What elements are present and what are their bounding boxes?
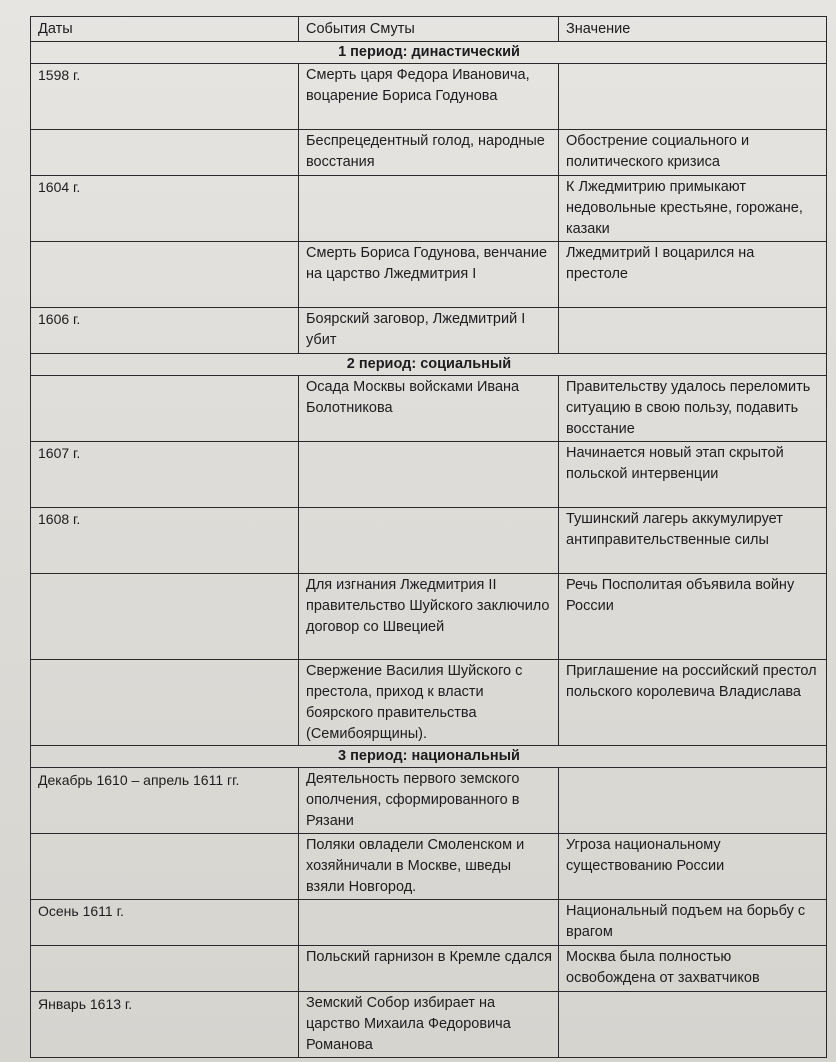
event-cell	[299, 176, 559, 242]
meaning-cell	[559, 768, 827, 834]
table-row	[31, 768, 827, 834]
time-of-troubles-table	[30, 16, 827, 1058]
meaning-cell: Правительству удалось переломить ситуацию в свою пользу, подавить восстание	[559, 376, 827, 442]
event-cell: Беспрецедентный голод, народные восстания	[299, 130, 559, 176]
event-cell: Смерть Бориса Годунова, венчание на царство Лжедмитрия I	[299, 242, 559, 308]
meaning-cell: Угроза национальному существованию России	[559, 834, 827, 900]
meaning-cell: Лжедмитрий I воцарился на престоле	[559, 242, 827, 308]
header-dates: Даты	[31, 17, 299, 42]
table-row	[31, 130, 827, 176]
period-row	[31, 354, 827, 376]
table-row	[31, 176, 827, 242]
date-cell	[31, 834, 299, 900]
date-cell: 1606 г.	[31, 308, 299, 354]
table-row	[31, 242, 827, 308]
date-cell: 1608 г.	[31, 508, 299, 574]
table-row	[31, 992, 827, 1058]
meaning-cell	[559, 308, 827, 354]
period-row	[31, 42, 827, 64]
date-cell: Январь 1613 г.	[31, 992, 299, 1058]
meaning-cell	[559, 64, 827, 130]
header-row	[31, 17, 827, 42]
period-title: 1 период: династический	[31, 42, 827, 64]
date-cell	[31, 660, 299, 746]
table-row	[31, 376, 827, 442]
date-cell: 1607 г.	[31, 442, 299, 508]
meaning-cell: Национальный подъем на борьбу с врагом	[559, 900, 827, 946]
table-row	[31, 900, 827, 946]
header-events: События Смуты	[299, 17, 559, 42]
event-cell	[299, 508, 559, 574]
meaning-cell: Тушинский лагерь аккумулирует антиправительственные силы	[559, 508, 827, 574]
table-row	[31, 946, 827, 992]
meaning-cell: Москва была полностью освобождена от захватчиков	[559, 946, 827, 992]
event-cell: Поляки овладели Смоленском и хозяйничали в Москве, шведы взяли Новгород.	[299, 834, 559, 900]
table-row	[31, 574, 827, 660]
event-cell: Свержение Василия Шуйского с престола, приход к власти боярского правительства (Семибоярщины).	[299, 660, 559, 746]
table-row	[31, 834, 827, 900]
event-cell	[299, 442, 559, 508]
date-cell	[31, 130, 299, 176]
event-cell: Для изгнания Лжедмитрия II правительство Шуйского заключило договор со Швецией	[299, 574, 559, 660]
date-cell	[31, 574, 299, 660]
date-cell	[31, 946, 299, 992]
date-cell	[31, 376, 299, 442]
period-title: 2 период: социальный	[31, 354, 827, 376]
date-cell: Осень 1611 г.	[31, 900, 299, 946]
table-row	[31, 308, 827, 354]
event-cell: Земский Собор избирает на царство Михаила Федоровича Романова	[299, 992, 559, 1058]
period-row	[31, 746, 827, 768]
meaning-cell: Обострение социального и политического кризиса	[559, 130, 827, 176]
event-cell: Смерть царя Федора Ивановича, воцарение Бориса Годунова	[299, 64, 559, 130]
event-cell: Деятельность первого земского ополчения, сформированного в Рязани	[299, 768, 559, 834]
event-cell: Боярский заговор, Лжедмитрий I убит	[299, 308, 559, 354]
table-row	[31, 660, 827, 746]
meaning-cell	[559, 992, 827, 1058]
meaning-cell: Начинается новый этап скрытой польской интервенции	[559, 442, 827, 508]
table-row	[31, 508, 827, 574]
date-cell: Декабрь 1610 – апрель 1611 гг.	[31, 768, 299, 834]
date-cell	[31, 242, 299, 308]
table-row	[31, 442, 827, 508]
date-cell: 1604 г.	[31, 176, 299, 242]
period-title: 3 период: национальный	[31, 746, 827, 768]
header-meaning: Значение	[559, 17, 827, 42]
event-cell	[299, 900, 559, 946]
date-cell: 1598 г.	[31, 64, 299, 130]
meaning-cell: К Лжедмитрию примыкают недовольные крестьяне, горожане, казаки	[559, 176, 827, 242]
meaning-cell: Речь Посполитая объявила войну России	[559, 574, 827, 660]
table-row	[31, 64, 827, 130]
event-cell: Осада Москвы войсками Ивана Болотникова	[299, 376, 559, 442]
event-cell: Польский гарнизон в Кремле сдался	[299, 946, 559, 992]
meaning-cell: Приглашение на российский престол польского королевича Владислава	[559, 660, 827, 746]
